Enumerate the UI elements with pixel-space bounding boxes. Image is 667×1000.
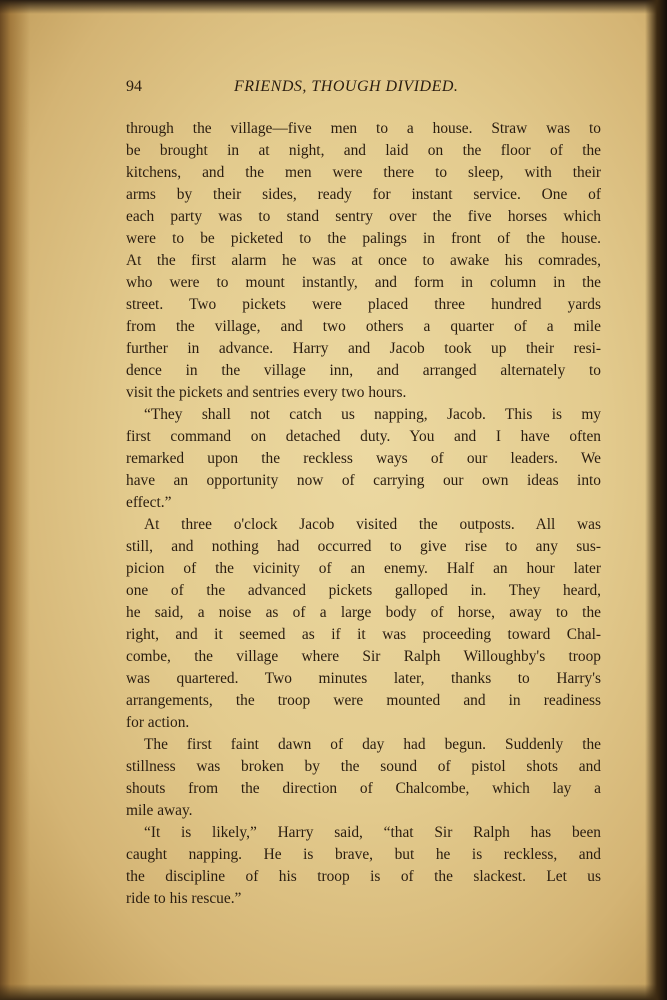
text-line: be brought in at night, and laid on the floor of the <box>126 142 601 159</box>
text-line: At the first alarm he was at once to awake his comrades, <box>126 252 601 269</box>
text-line: street. Two pickets were placed three hundred yards <box>126 296 601 313</box>
page-top-shadow <box>0 0 667 14</box>
body-text <box>126 118 601 910</box>
text-line: mile away. <box>126 802 193 819</box>
text-line: each party was to stand sentry over the five horses which <box>126 208 601 225</box>
text-line: “They shall not catch us napping, Jacob. This is my <box>144 406 601 423</box>
text-line: he said, a noise as of a large body of horse, away to the <box>126 604 601 621</box>
text-line: visit the pickets and sentries every two hours. <box>126 384 407 401</box>
page-header <box>126 78 601 100</box>
text-line: one of the advanced pickets galloped in. They heard, <box>126 582 601 599</box>
text-line: effect.” <box>126 494 172 511</box>
text-line: right, and it seemed as if it was proceeding toward Chal- <box>126 626 601 643</box>
text-line: still, and nothing had occurred to give rise to any sus- <box>126 538 601 555</box>
running-title: FRIENDS, THOUGH DIVIDED. <box>234 78 459 95</box>
page-number: 94 <box>126 78 142 95</box>
text-line: arrangements, the troop were mounted and in readiness <box>126 692 601 709</box>
text-line: The first faint dawn of day had begun. Suddenly the <box>144 736 601 753</box>
text-line: picion of the vicinity of an enemy. Half an hour later <box>126 560 601 577</box>
text-line: At three o'clock Jacob visited the outposts. All was <box>144 516 601 533</box>
text-line: caught napping. He is brave, but he is reckless, and <box>126 846 601 863</box>
text-line: have an opportunity now of carrying our own ideas into <box>126 472 601 489</box>
text-line: who were to mount instantly, and form in column in the <box>126 274 601 291</box>
text-line: “It is likely,” Harry said, “that Sir Ralph has been <box>144 824 601 841</box>
text-line: from the village, and two others a quarter of a mile <box>126 318 601 335</box>
text-line: were to be picketed to the palings in front of the house. <box>126 230 601 247</box>
text-line: stillness was broken by the sound of pistol shots and <box>126 758 601 775</box>
text-line: kitchens, and the men were there to sleep, with their <box>126 164 601 181</box>
text-line: ride to his rescue.” <box>126 890 242 907</box>
text-line: further in advance. Harry and Jacob took up their resi- <box>126 340 601 357</box>
text-line: shouts from the direction of Chalcombe, which lay a <box>126 780 601 797</box>
text-line: the discipline of his troop is of the slackest. Let us <box>126 868 601 885</box>
text-line: was quartered. Two minutes later, thanks to Harry's <box>126 670 601 687</box>
text-line: first command on detached duty. You and I have often <box>126 428 601 445</box>
text-line: arms by their sides, ready for instant service. One of <box>126 186 601 203</box>
text-line: combe, the village where Sir Ralph Willoughby's troop <box>126 648 601 665</box>
text-line: for action. <box>126 714 190 731</box>
page-bottom-shadow <box>0 984 667 1000</box>
text-line: dence in the village inn, and arranged alternately to <box>126 362 601 379</box>
text-line: remarked upon the reckless ways of our leaders. We <box>126 450 601 467</box>
text-line: through the village—five men to a house. Straw was to <box>126 120 601 137</box>
